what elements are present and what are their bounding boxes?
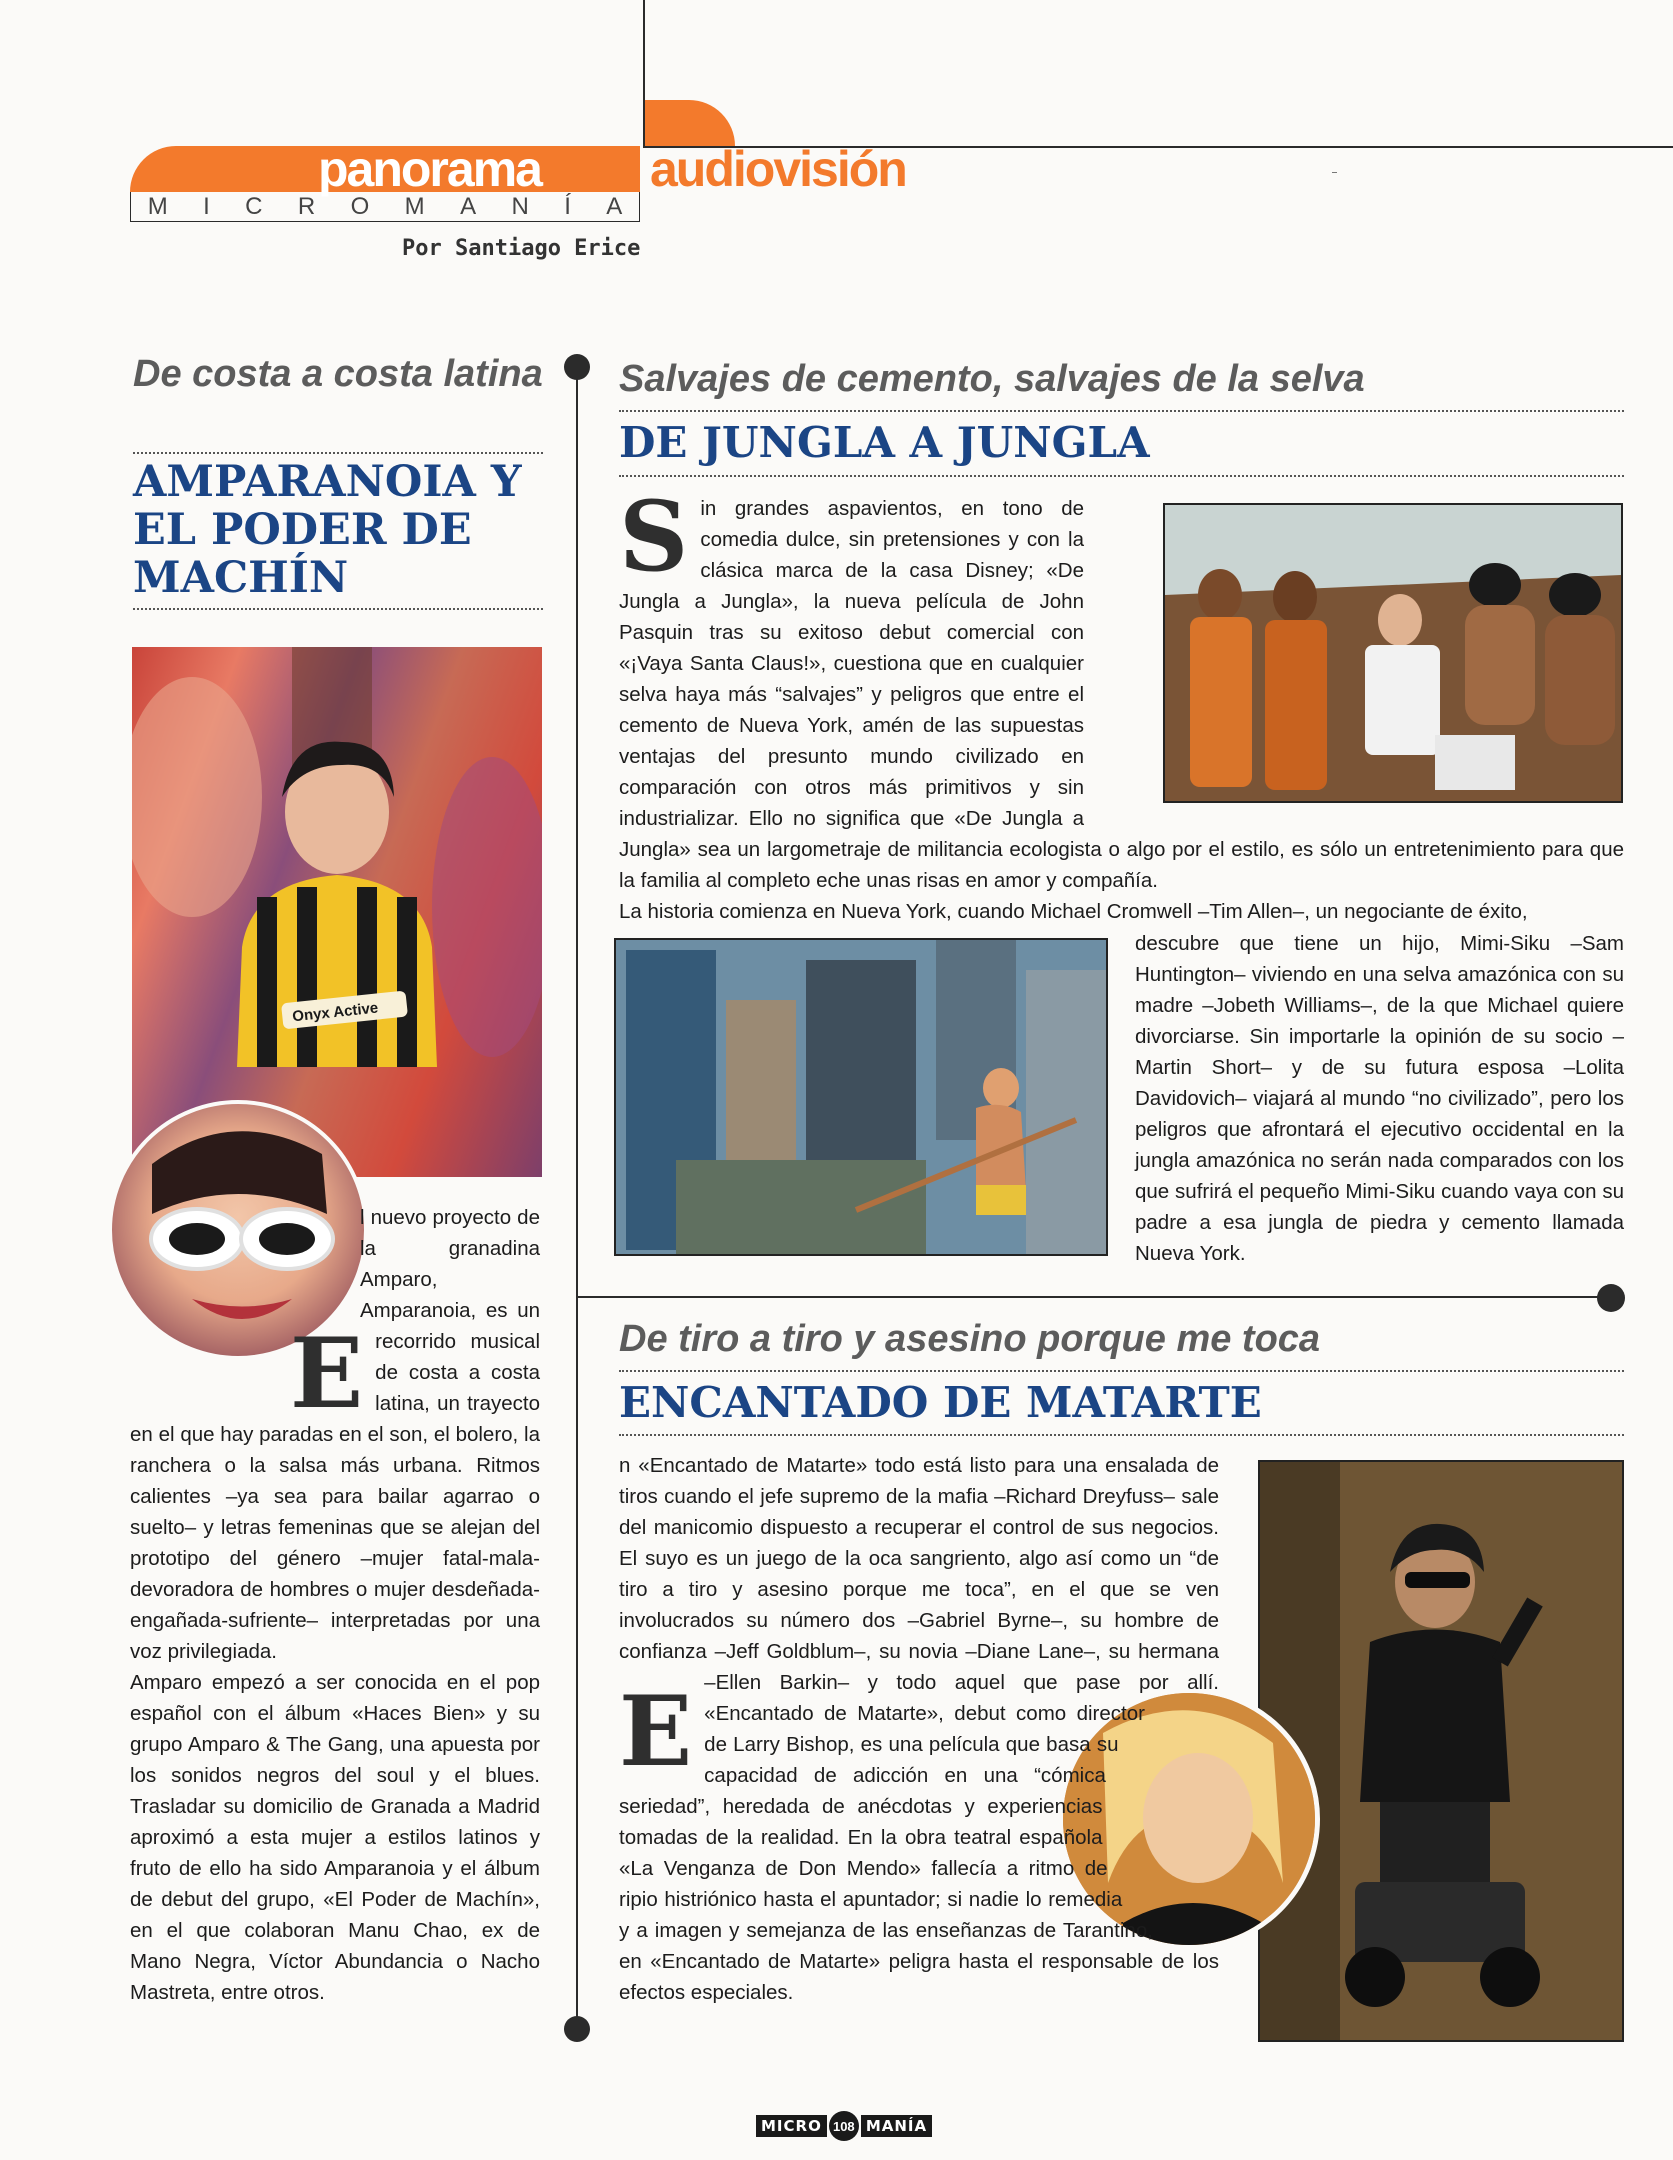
magazine-name [130, 193, 640, 221]
image-wrap-space [130, 1330, 290, 1364]
paragraph: descubre que tiene un hijo, Mimi-Siku –Sam Huntington– viviendo en una selva amazónica con su madre –Jobeth Williams–, de la que Michael quiere divorciarse. Sin importarle la opinión de su socio –Martin Short– y de su futura esposa –Lolita Davidovich– viajará al mundo “no civilizado”, pero los peligros que afrontará el ejecutivo occidental en la jungla amazónica no serán nada comparados con los que sufrirá el pequeño Mimi-Siku cuando vaya con su padre a esa jungla de piedra y cemento llamada Nueva York. [1135, 932, 1624, 1265]
image-wrap-space [130, 1202, 360, 1330]
magazine-letter: M [404, 193, 425, 220]
matarte-headline: ENCANTADO DE MATARTE [619, 1378, 1262, 1427]
matarte-body [619, 1450, 1219, 2008]
left-article-body [130, 1202, 540, 2008]
magazine-letter: A [460, 193, 477, 220]
jungla-body-part1 [619, 480, 1624, 896]
drop-cap: E [290, 1317, 364, 1430]
amparo-illustration [132, 647, 542, 1177]
rule-dot [564, 2016, 590, 2042]
paragraph: l nuevo proyecto de la granadina Amparo, Amparanoia, es un recorrido musical de costa a costa latina, un trayecto en el que hay paradas en el son, el bolero, la ranchera o la salsa más urbana. Ritmos calientes –ya sea para bailar agarrao o suelto– y letras femeninas que se alejan del prototipo del género –mujer fatal-mala-devoradora de hombres o mujer desdeñada-engañada-sufriente– interpretadas por una voz privilegiada. [130, 1206, 540, 1663]
left-article-headline: AMPARANOIA Y EL PODER DE MACHÍN [133, 457, 522, 603]
dotted-divider [619, 410, 1624, 412]
scooter-man-illustration [1260, 1462, 1622, 2040]
dotted-divider [133, 608, 543, 610]
jungla-body-part2 [1135, 928, 1624, 1269]
header-orange-tab [645, 100, 735, 146]
paragraph: La historia comienza en Nueva York, cuando Michael Cromwell –Tim Allen–, un negociante de éxito, [619, 900, 1528, 923]
magazine-letter: O [350, 193, 370, 220]
magazine-letter: I [203, 193, 210, 220]
drop-cap: E [619, 1675, 693, 1788]
left-article-kicker: De costa a costa latina [133, 353, 543, 395]
amparo-photo [132, 647, 542, 1177]
category-title: audiovisión [650, 141, 906, 197]
column-rule [576, 360, 578, 2032]
rule-dot [1597, 1284, 1625, 1312]
image-wrap-space [1084, 493, 1624, 823]
paragraph: in grandes aspavientos, en tono de comedia dulce, sin pretensiones y con la clásica marca de la casa Disney; «De Jungla a Jungla», la nueva película de John Pasquin tras su exitoso debut comercial con «¡Vaya Santa Claus!», cuestiona que en cualquier selva haya más “salvajes” y peligros que entre el cemento de Nueva York, amén de las supuestas ventajas del presunto mundo civilizado en comparación con otros más primitivos y sin industrializar. Ello no significa que «De Jungla a Jungla» sea un largometraje de militancia ecologista o algo por el estilo, es sólo un entretenimiento para que la familia al completo eche unas risas en amor y compañía. [619, 497, 1624, 892]
dotted-divider [133, 452, 543, 454]
footer-mania: MANÍA [861, 2115, 932, 2137]
magazine-letter: N [511, 193, 529, 220]
paragraph: n «Encantado de Matarte» todo está listo para una ensalada de tiros cuando el jefe supremo de la mafia –Richard Dreyfuss– sale del manicomio dispuesto a recuperar el control de sus negocios. El suyo es un juego de la oca sangriento, algo así como un “de tiro a tiro y asesino porque me toca”, en el que se ven involucrados su número dos –Gabriel Byrne–, su hombre de confianza –Jeff Goldblum–, su novia –Diane Lane–, su hermana –Ellen Barkin– y todo aquel que pase por allí. «Encantado de Matarte», debut como director de Larry Bishop, es una película que basa su capacidad de adicción en una “cómica seriedad”, heredada de anécdotas y experiencias tomadas de la realidad. En la obra teatral española «La Venganza de Don Mendo» fallecía a ritmo de ripio histriónico hasta el apuntador; si nadie lo remedia y a imagen y semejanza de las enseñanzas de Tarantino, en «Encantado de Matarte» peligra hasta el responsable de los efectos especiales. [619, 1454, 1219, 2004]
jungla-headline: DE JUNGLA A JUNGLA [619, 418, 1150, 467]
magazine-letter: A [606, 193, 623, 220]
matarte-kicker: De tiro a tiro y asesino porque me toca [619, 1318, 1321, 1360]
city-illustration [616, 940, 1106, 1254]
margin-mark [1332, 172, 1337, 173]
byline: Por Santiago Erice [402, 236, 641, 261]
jungla-body-lead [619, 896, 1624, 927]
jungla-kicker: Salvajes de cemento, salvajes de la selva [619, 358, 1365, 400]
dotted-divider [619, 1370, 1624, 1372]
dotted-divider [619, 1434, 1624, 1436]
magazine-letter: R [297, 193, 316, 220]
shirt-logo-text: Onyx Active [291, 999, 380, 1026]
dotted-divider [619, 475, 1624, 477]
article-rule [577, 1296, 1617, 1298]
paragraph: Amparo empezó a ser conocida en el pop español con el álbum «Haces Bien» y su grupo Amparo & The Gang, una apuesta por los sonidos negros del soul y el blues. Trasladar su domicilio de Granada a Madrid aproximó a esta mujer a estilos latinos y fruto de ello ha sido Amparanoia y el álbum de debut del grupo, «El Poder de Machín», en el que colaboran Manu Chao, ex de Mano Negra, Víctor Abundancia o Nacho Mastreta, entre otros. [130, 1671, 540, 2004]
drop-cap: S [619, 480, 689, 593]
magazine-letter: M [147, 193, 168, 220]
dreyfuss-photo [1258, 1460, 1624, 2042]
page-footer [756, 2111, 932, 2141]
footer-micro: MICRO [756, 2115, 827, 2137]
page-number: 108 [829, 2111, 859, 2141]
magazine-letter: C [245, 193, 263, 220]
section-title: panorama [318, 141, 541, 197]
rule-dot [564, 354, 590, 380]
magazine-letter: Í [564, 193, 571, 220]
new-york-photo [614, 938, 1108, 1256]
